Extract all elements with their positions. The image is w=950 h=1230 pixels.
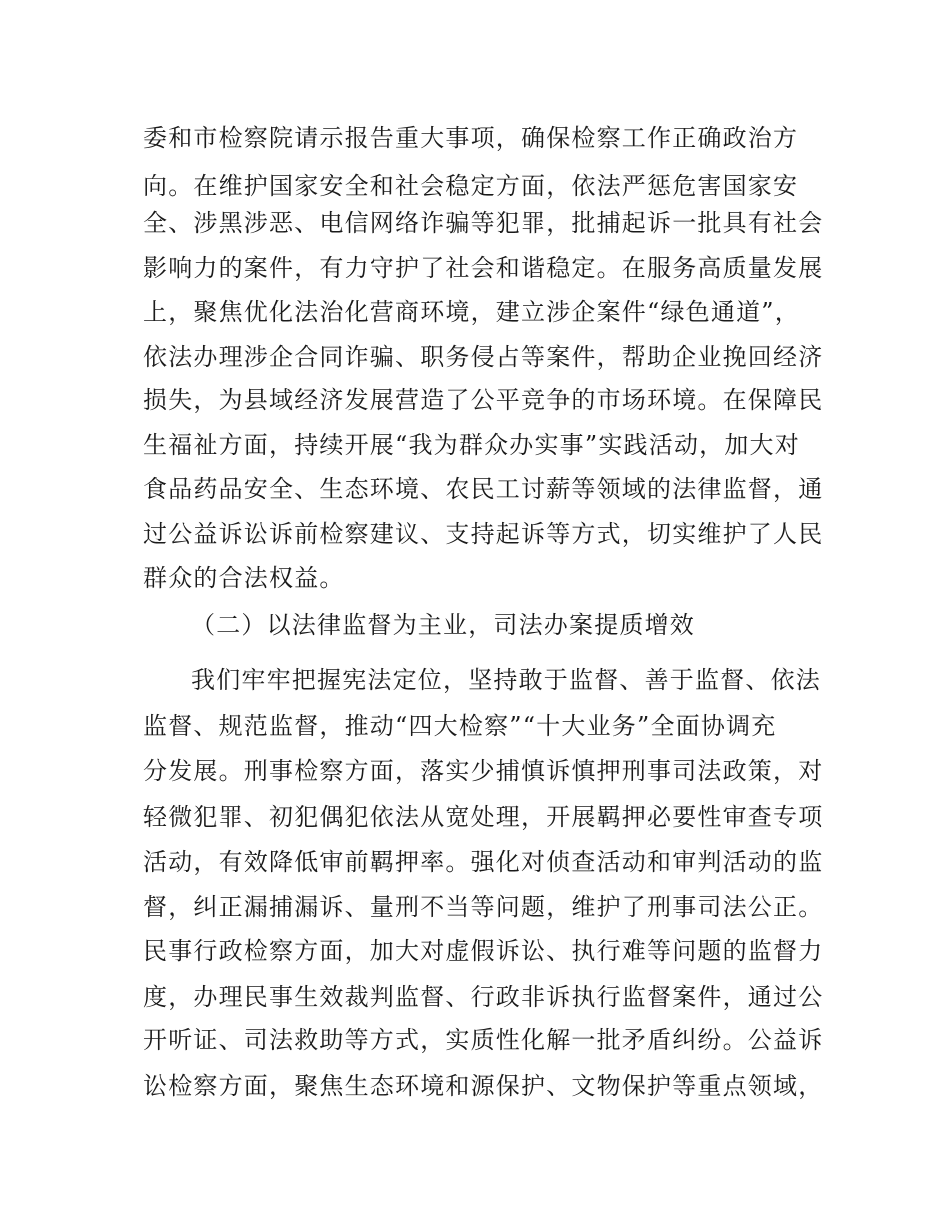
text-line: 生福祉方面，持续开展“我为群众办实事”实践活动，加大对 <box>143 431 800 459</box>
text-line: 食品药品安全、生态环境、农民工讨薪等领域的法律监督，通 <box>143 475 824 503</box>
text-line: 我们牢牢把握宪法定位，坚持敢于监督、善于监督、依法 <box>191 666 821 694</box>
text-line: 监督、规范监督，推动“四大检察”“十大业务”全面协调充 <box>143 712 777 740</box>
text-line: 讼检察方面，聚焦生态环境和源保护、文物保护等重点领域， <box>143 1072 824 1100</box>
text-line: 群众的合法权益。 <box>143 564 345 592</box>
text-line: 委和市检察院请示报告重大事项，确保检察工作正确政治方 <box>143 124 799 152</box>
text-line: 活动，有效降低审前羁押率。强化对侦查活动和审判活动的监 <box>143 848 824 876</box>
text-line: 影响力的案件，有力守护了社会和谐稳定。在服务高质量发展 <box>143 254 824 282</box>
text-line: 向。在维护国家安全和社会稳定方面，依法严惩危害国家安 <box>143 172 799 200</box>
text-line: 损失，为县域经济发展营造了公平竞争的市场环境。在保障民 <box>143 386 824 414</box>
text-line: 过公益诉讼诉前检察建议、支持起诉等方式，切实维护了人民 <box>143 520 824 548</box>
text-line: 全、涉黑涉恶、电信网络诈骗等犯罪，批捕起诉一批具有社会 <box>143 209 824 237</box>
text-line: 分发展。刑事检察方面，落实少捕慎诉慎押刑事司法政策，对 <box>143 757 824 785</box>
section-heading: （二）以法律监督为主业，司法办案提质增效 <box>191 611 695 639</box>
text-line: 上，聚焦优化法治化营商环境，建立涉企案件“绿色通道”， <box>143 298 800 326</box>
text-line: 民事行政检察方面，加大对虚假诉讼、执行难等问题的监督力 <box>143 937 824 965</box>
text-line: 轻微犯罪、初犯偶犯依法从宽处理，开展羁押必要性审查专项 <box>143 803 824 831</box>
text-line: 依法办理涉企合同诈骗、职务侵占等案件，帮助企业挽回经济 <box>143 343 824 371</box>
text-line: 度，办理民事生效裁判监督、行政非诉执行监督案件，通过公 <box>143 983 824 1011</box>
text-line: 督，纠正漏捕漏诉、量刑不当等问题，维护了刑事司法公正。 <box>143 893 824 921</box>
text-line: 开听证、司法救助等方式，实质性化解一批矛盾纠纷。公益诉 <box>143 1026 824 1054</box>
